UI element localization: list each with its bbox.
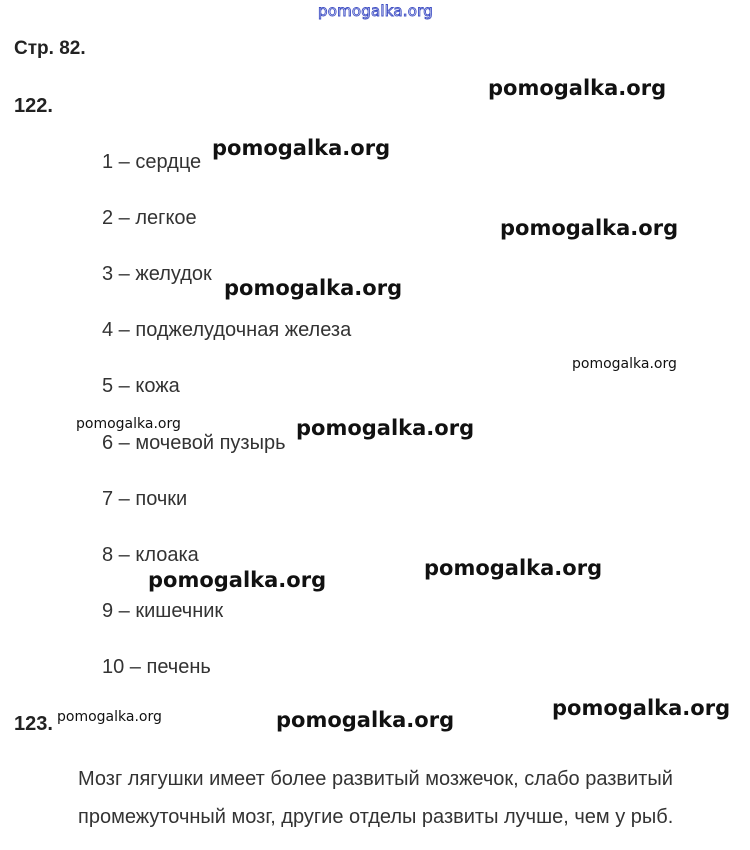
list-item: 8 – клоака (102, 544, 199, 566)
list-item: 2 – легкое (102, 207, 197, 229)
watermark: pomogalka.org (57, 709, 162, 725)
list-item: 10 – печень (102, 656, 211, 678)
watermark: pomogalka.org (572, 356, 677, 372)
list-item: 4 – поджелудочная железа (102, 319, 352, 341)
list-item: 7 – почки (102, 488, 188, 510)
watermark: pomogalka.org (148, 568, 327, 592)
watermark: pomogalka.org (424, 556, 603, 580)
list-item: 9 – кишечник (102, 600, 224, 622)
answer-line: промежуточный мозг, другие отделы развиты лучше, чем у рыб. (78, 806, 674, 828)
watermark: pomogalka.org (224, 276, 403, 300)
list-item: 1 – сердце (102, 151, 202, 173)
watermark: pomogalka.org (276, 708, 455, 732)
watermark: pomogalka.org (76, 416, 181, 432)
watermark: pomogalka.org (488, 76, 667, 100)
task-number-123: 123. (14, 713, 53, 735)
list-item: 5 – кожа (102, 375, 180, 397)
list-item: 3 – желудок (102, 263, 212, 285)
list-item: 6 – мочевой пузырь (102, 432, 286, 454)
watermark: pomogalka.org (552, 696, 731, 720)
watermark: pomogalka.org (212, 136, 391, 160)
task-number-122: 122. (14, 95, 53, 117)
site-logo: pomogalka.org (318, 2, 433, 20)
answer-line: Мозг лягушки имеет более развитый мозжечок, слабо развитый (78, 768, 673, 790)
page-heading: Стр. 82. (14, 38, 86, 59)
watermark: pomogalka.org (296, 416, 475, 440)
watermark: pomogalka.org (500, 216, 679, 240)
